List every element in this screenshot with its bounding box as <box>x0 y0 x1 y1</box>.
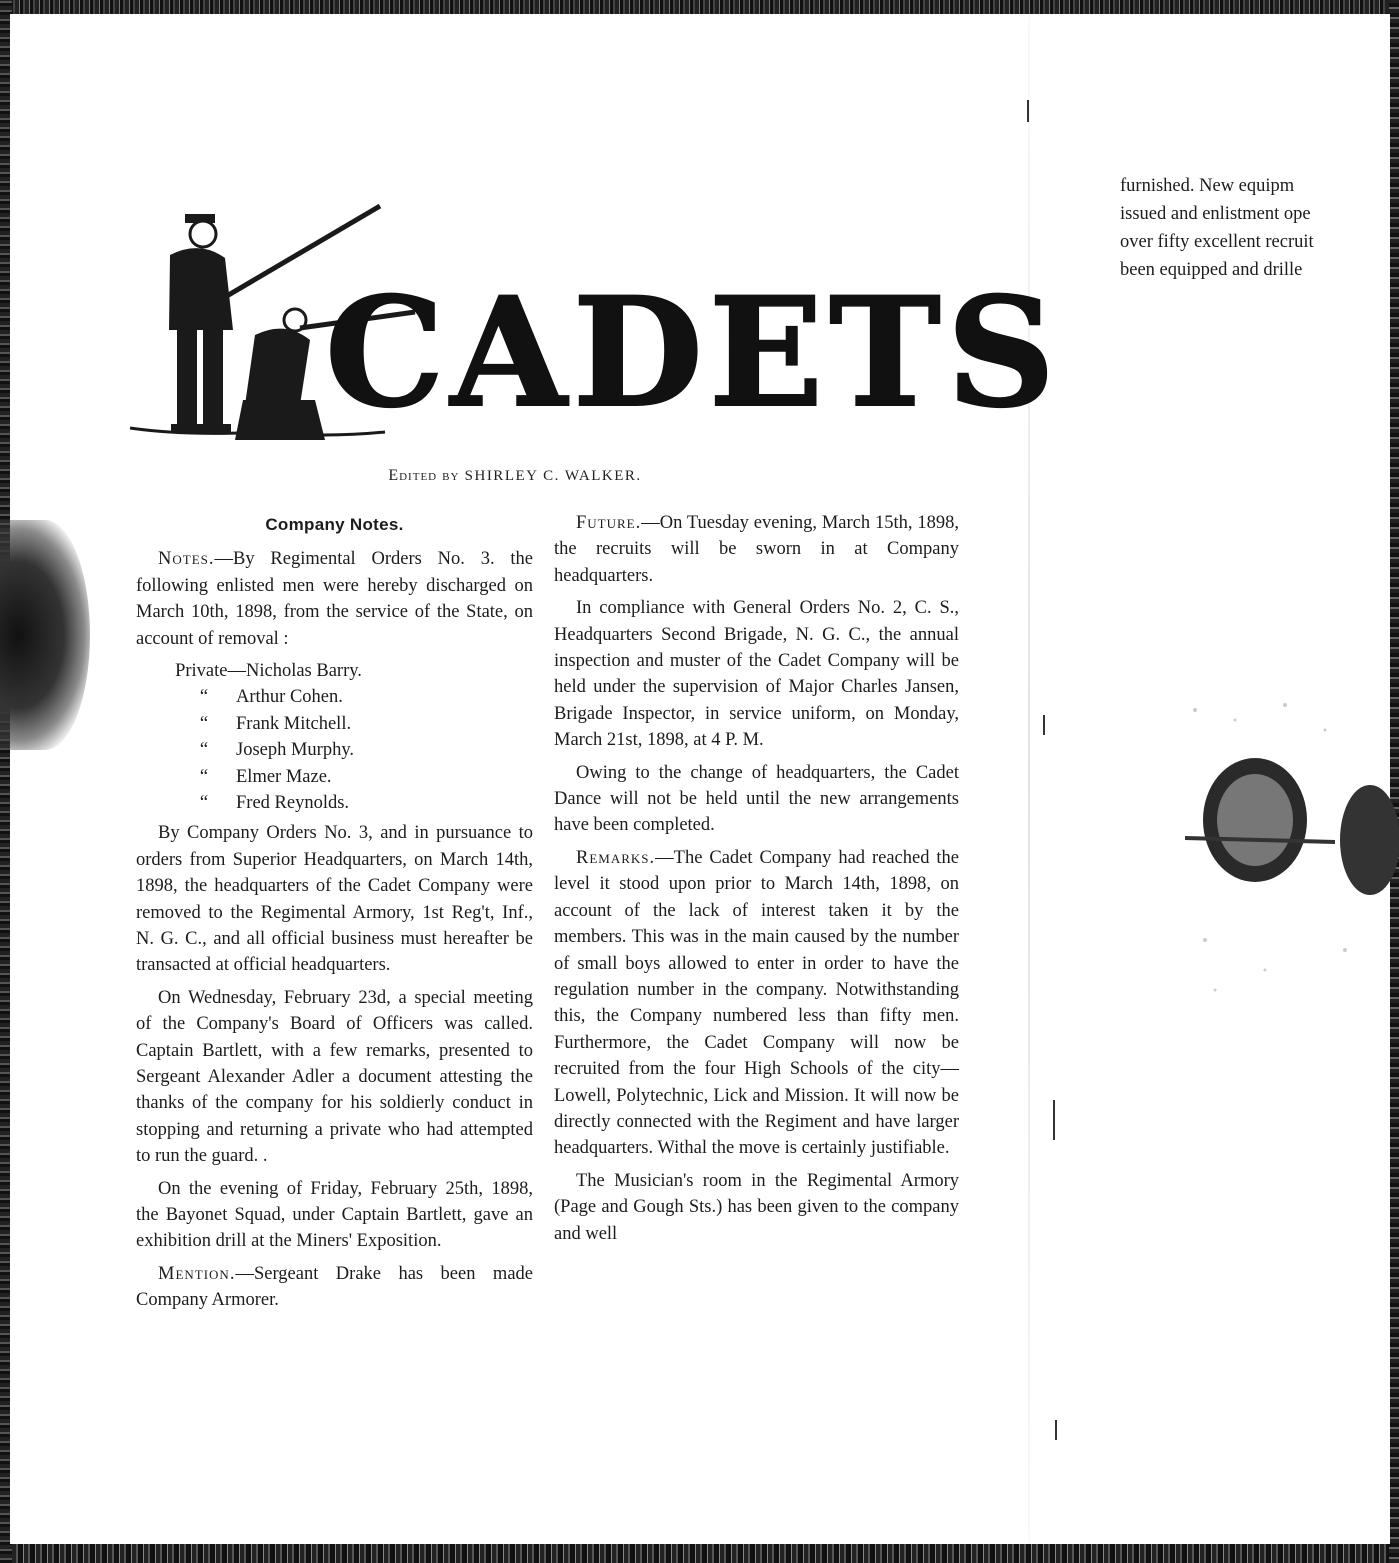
cadets-title-text: CADETS <box>325 265 1062 441</box>
section-heading: Company Notes. <box>265 515 404 534</box>
mention-text: —Sergeant Drake has been made Company Armorer. <box>136 1263 533 1311</box>
notes-text: —By Regimental Orders No. 3. the following enlisted men were hereby discharged on March 10th, 1898, from the service of the State, on account of removal : <box>136 549 533 649</box>
remarks-label: Remarks. <box>576 847 656 868</box>
notes-paragraph <box>136 546 533 652</box>
masthead-illustration <box>125 200 1062 470</box>
mention-label: Mention. <box>158 1263 236 1284</box>
masthead <box>125 200 1062 470</box>
ditto-mark: “ <box>199 713 209 734</box>
ditto-mark: “ <box>199 792 209 813</box>
facing-line: been equipped and drille <box>1120 260 1303 280</box>
musician-paragraph: The Musician's room in the Regimental Armory (Page and Gough Sts.) has been given to the company and well <box>554 1170 959 1244</box>
ditto-mark: “ <box>199 766 209 787</box>
remarks-text: —The Cadet Company had reached the level it stood upon prior to March 14th, 1898, on account of the lack of interest taken it by the members. This was in the main caused by the number of small boys allowed to enter in order to have the regulation number in the company. Notwithstanding this, the Company numbered less than fifty men. Furthermore, the Cadet Company will now be recruited from the four High Schools of the city—Lowell, Polytechnic, Lick and Mission. It will now be directly connected with the Regiment and have larger headquarters. Withal the move is certainly justifiable. <box>554 847 959 1159</box>
roster-name: Frank Mitchell. <box>236 713 352 734</box>
page-fold <box>1028 14 1030 1544</box>
facing-page-text <box>1120 172 1390 284</box>
facing-line: issued and enlistment ope <box>1120 204 1311 224</box>
roster-name: Fred Reynolds. <box>236 792 350 813</box>
friday-paragraph: On the evening of Friday, February 25th, 1898, the Bayonet Squad, under Captain Bartlett, gave an exhibition drill at the Miners' Exposition. <box>136 1178 533 1252</box>
roster-rank: Private— <box>175 661 246 682</box>
ink-blot <box>0 520 90 750</box>
margin-mark <box>1027 100 1029 122</box>
roster-name: Elmer Maze. <box>236 766 332 787</box>
future-label: Future. <box>576 513 642 533</box>
ditto-mark: “ <box>199 687 209 708</box>
margin-mark <box>1055 1420 1057 1440</box>
roster-row <box>136 737 533 763</box>
remarks-paragraph <box>554 845 959 1162</box>
discharged-roster <box>136 658 533 816</box>
owing-paragraph: Owing to the change of headquarters, the Cadet Dance will not be held until the new arrangements have been completed. <box>554 762 959 836</box>
facing-page-ornament-icon <box>1175 690 1390 1020</box>
roster-name: Joseph Murphy. <box>236 740 355 761</box>
scan-edge-right <box>1389 0 1399 1563</box>
roster-name: Arthur Cohen. <box>236 687 343 708</box>
editor-name: SHIRLEY C. WALKER. <box>464 468 642 484</box>
editor-prefix: Edited by <box>388 467 460 484</box>
future-text: —On Tuesday evening, March 15th, 1898, the recruits will be sworn in at Company headquarters. <box>554 513 959 586</box>
margin-mark <box>1053 1100 1055 1140</box>
right-column <box>554 510 959 1253</box>
facing-line: furnished. New equipm <box>1120 176 1295 196</box>
roster-row <box>136 711 533 737</box>
wednesday-paragraph: On Wednesday, February 23d, a special meeting of the Company's Board of Officers was called. Captain Bartlett, with a few remarks, presented to Sergeant Alexander Adler a document attesting the thanks of the company for his soldierly conduct in stopping and returning a private who had attempted to run the guard. . <box>136 987 533 1167</box>
roster-row <box>136 684 533 710</box>
roster-row <box>136 790 533 816</box>
mention-paragraph <box>136 1261 533 1314</box>
roster-row <box>136 764 533 790</box>
notes-label: Notes. <box>158 549 215 570</box>
margin-mark <box>1043 715 1045 735</box>
left-column <box>136 512 533 1320</box>
editor-credit <box>0 467 1030 485</box>
future-paragraph <box>554 510 959 589</box>
compliance-paragraph: In compliance with General Orders No. 2, C. S., Headquarters Second Brigade, N. G. C., the annual inspection and muster of the Cadet Company will be held under the supervision of Major Charles Jansen, Brigade Inspector, in service uniform, on Monday, March 21st, 1898, at 4 P. M. <box>554 598 959 751</box>
scan-edge-bottom <box>0 1541 1399 1563</box>
facing-line: over fifty excellent recruit <box>1120 232 1314 252</box>
cadets-title <box>325 265 1061 441</box>
ditto-mark: “ <box>199 740 209 761</box>
roster-row <box>136 658 533 684</box>
company-orders-paragraph: By Company Orders No. 3, and in pursuance to orders from Superior Headquarters, on March 14th, 1898, the headquarters of the Cadet Company were removed to the Regimental Armory, 1st Reg't, Inf., N. G. C., and all official business must hereafter be transacted at official headquarters. <box>136 823 533 976</box>
roster-name: Nicholas Barry. <box>246 661 362 682</box>
